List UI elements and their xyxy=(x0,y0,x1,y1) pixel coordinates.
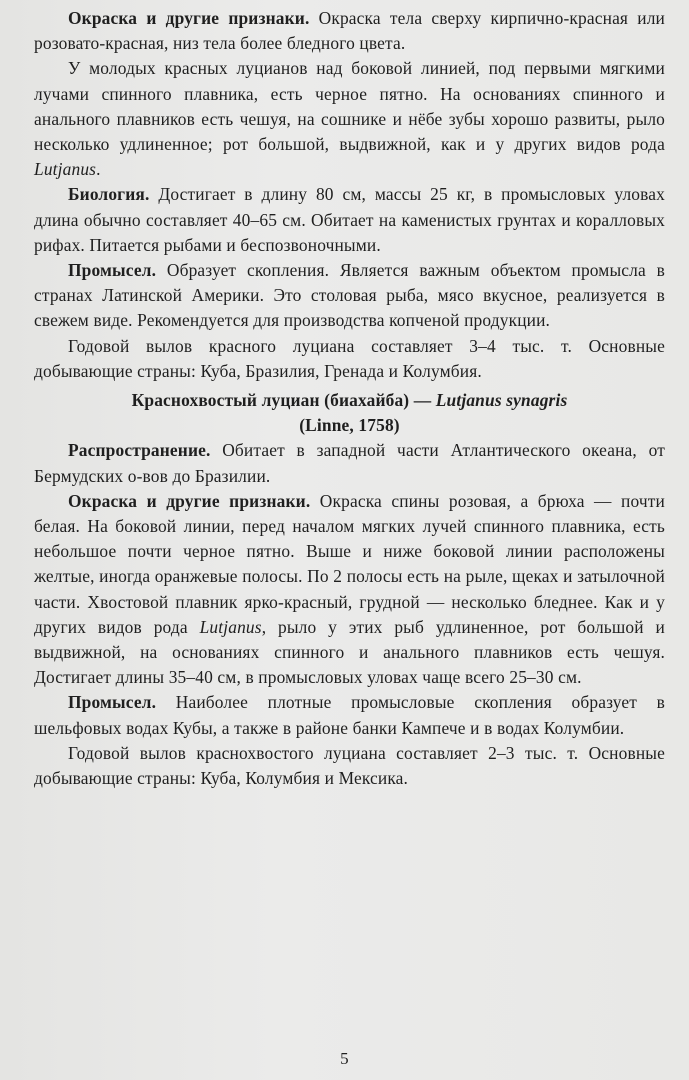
paragraph-text: Годовой вылов краснохвостого луциана составляет 2–3 тыс. т. Основные добывающие страны: Куба, Колумбия и Мексика. xyxy=(34,742,665,789)
species-authority: (Linne, 1758) xyxy=(299,415,400,436)
paragraph-fishery-2 xyxy=(34,690,665,740)
paragraph-coloration xyxy=(34,6,665,56)
genus-name: Lutjanus xyxy=(199,616,262,637)
paragraph-label: Распространение. xyxy=(68,440,211,461)
page-number: 5 xyxy=(340,1049,349,1068)
paragraph-text: Окраска тела сверху кирпично-красная или розовато-красная, низ тела более бледного цвета. xyxy=(34,8,666,54)
paragraph-fishery xyxy=(34,258,665,334)
paragraph-label: Промысел. xyxy=(68,260,157,281)
paragraph-coloration-2 xyxy=(34,489,665,691)
paragraph-juveniles xyxy=(34,56,665,182)
species-latin-name: Lutjanus synagris xyxy=(435,390,568,411)
paragraph-text: У молодых красных луцианов над боковой линией, под первыми мягкими лучами спинного плавника, есть черное пятно. На основаниях спинного и анального плавников есть чешуя, на сошнике и нёбе зубы хорошо развиты, рыло несколько удлиненное; рот большой, выдвижной, как и у других видов рода xyxy=(34,58,665,155)
paragraph-annual-catch xyxy=(34,334,665,384)
paragraph-distribution xyxy=(34,438,665,488)
paragraph-label: Промысел. xyxy=(68,692,157,713)
paragraph-text-end: , рыло у этих рыб удлиненное, рот большой и выдвижной, на основаниях спинного и анального плавников есть чешуя. Достигает длины 35–40 см, в промысловых уловах чаще всего 25–30 см. xyxy=(34,616,665,688)
paragraph-biology xyxy=(34,182,665,258)
paragraph-text: Окраска спины розовая, а брюха — почти белая. На боковой линии, перед началом мягких лучей спинного плавника, есть небольшое почти черное пятно. Выше и ниже боковой линии расположены желтые, иногда оранжевые полосы. По 2 полосы есть на рыле, щеках и затылочной части. Хвостовой плавник ярко-красный, грудной — несколько бледнее. Как и у других видов рода xyxy=(34,490,666,637)
paragraph-text-end: . xyxy=(96,159,101,180)
paragraph-label: Окраска и другие признаки. xyxy=(68,490,311,511)
species-heading xyxy=(34,388,665,438)
paragraph-text: Достигает в длину 80 см, массы 25 кг, в промысловых уловах длина обычно составляет 40–65 см. Обитает на каменистых грунтах и коралловых рифах. Питается рыбами и беспозвоночными. xyxy=(34,184,666,255)
paragraph-label: Окраска и другие признаки. xyxy=(68,8,310,28)
paragraph-annual-catch-2 xyxy=(34,741,665,791)
paragraph-label: Биология. xyxy=(68,184,150,205)
paragraph-text: Наиболее плотные промысловые скопления образует в шельфовых водах Кубы, а также в районе банки Кампече и в водах Колумбии. xyxy=(34,692,665,738)
species-heading-line-1 xyxy=(34,388,665,413)
paragraph-text: Годовой вылов красного луциана составляет 3–4 тыс. т. Основные добывающие страны: Куба, Бразилия, Гренада и Колумбия. xyxy=(34,335,665,381)
paragraph-text: Образует скопления. Является важным объектом промысла в странах Латинской Америки. Это столовая рыба, мясо вкусное, реализуется в свежем виде. Рекомендуется для производства копченой продукции. xyxy=(34,260,665,331)
genus-name: Lutjanus xyxy=(34,159,97,180)
paragraph-text: Обитает в западной части Атлантического океана, от Бермудских о-вов до Бразилии. xyxy=(34,440,665,486)
species-common-name: Краснохвостый луциан (биахайба) — xyxy=(131,390,432,411)
